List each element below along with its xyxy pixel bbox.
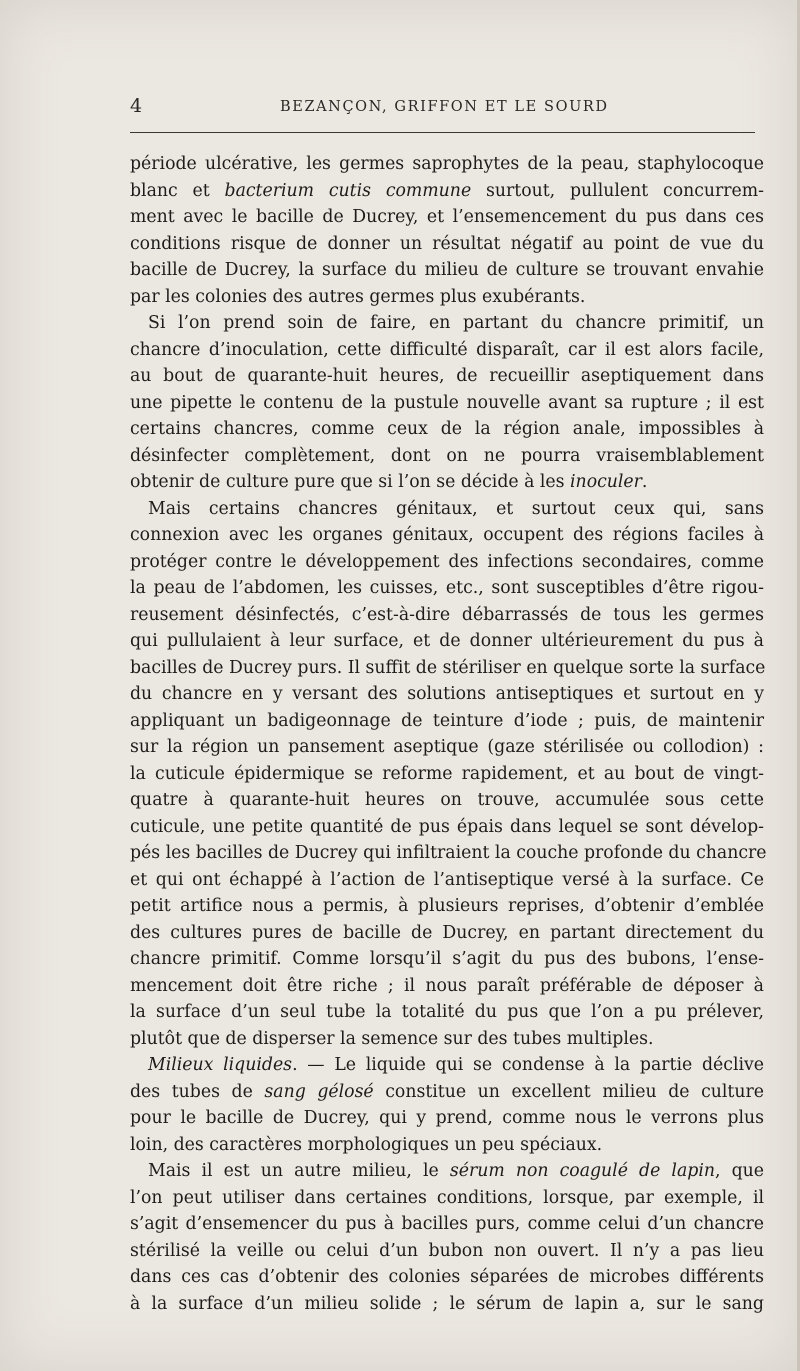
text-run: dans ces cas d’obtenir des colonies séparées de microbes différents [130,1267,764,1287]
text-run: au bout de quarante-huit heures, de recueillir aseptiquement dans [130,366,764,386]
text-line [130,443,764,470]
text-run: petit artifice nous a permis, à plusieurs reprises, d’obtenir d’emblée [130,896,764,916]
text-line [130,946,764,973]
text-run: des cultures pures de bacille de Ducrey, en partant directement du [130,922,764,943]
text-line [130,734,764,761]
text-line [130,973,764,1000]
text-line [130,257,764,284]
text-run: et qui ont échappé à l’action de l’antiseptique versé à la surface. Ce [130,869,764,890]
text-run: chancre d’inoculation, cette difficulté disparaît, car il est alors facile, [130,339,764,360]
text-line [130,1238,764,1265]
text-run: désinfecter complètement, dont on ne pourra vraisemblablement [130,445,764,466]
text-run: appliquant un badigeonnage de teinture d’iode ; puis, de maintenir [130,710,764,731]
text-run: ment avec le bacille de Ducrey, et l’ensemencement du pus dans ces [130,207,764,227]
text-run: obtenir de culture pure que si l’on se décide à les [130,472,571,492]
text-line [130,363,764,390]
text-run: certains chancres, comme ceux de la région anale, impossibles à [130,419,764,439]
text-line [130,231,764,258]
text-line [130,1264,764,1291]
text-line [130,284,764,311]
text-line [130,204,764,231]
text-run: sur la région un pansement aseptique (gaze stérilisée ou collodion) : [130,737,764,757]
text-line [130,1185,764,1212]
text-run: loin, des caractères morphologiques un peu spéciaux. [130,1134,603,1155]
text-run: plutôt que de disperser la semence sur des tubes multiples. [130,1028,654,1049]
text-line [130,1052,764,1079]
text-run: une pipette le contenu de la pustule nouvelle avant sa rupture ; il est [130,392,764,413]
text-line [130,416,764,443]
text-line [130,469,764,496]
text-line [130,893,764,920]
text-run: Mais il est un autre milieu, le [148,1161,450,1181]
text-line [130,999,764,1026]
text-run: l’on peut utiliser dans certaines conditions, lorsque, par exemple, il [130,1187,764,1208]
text-line [130,390,764,417]
text-run: protéger contre le développement des infections secondaires, comme [130,551,764,572]
text-run: constitue un excellent milieu de culture [373,1081,764,1102]
text-run: la surface d’un seul tube la totalité du pus que l’on a pu prélever, [130,1002,764,1022]
text-line [130,1079,764,1106]
text-line [130,549,764,576]
text-line [130,655,764,682]
text-run: période ulcérative, les germes saprophytes de la peau, staphylocoque [130,154,764,174]
text-run: . — Le liquide qui se condense à la partie déclive [292,1055,765,1075]
text-line [130,787,764,814]
text-run: la peau de l’abdomen, les cuisses, etc., sont susceptibles d’être rigou- [130,578,764,598]
text-run: pés les bacilles de Ducrey qui infiltraient la couche profonde du chancre [130,843,767,863]
text-run: Mais certains chancres génitaux, et surtout ceux qui, sans [148,498,764,519]
text-line [130,708,764,735]
italic-text: sérum non coagulé de lapin [449,1161,715,1181]
italic-text: sang gélosé [264,1081,374,1102]
text-line [130,920,764,947]
text-run: cuticule, une petite quantité de pus épais dans lequel se sont dévelop- [130,816,764,837]
text-run: surtout, pullulent concurrem- [471,180,765,201]
text-line [130,681,764,708]
text-line [130,1105,764,1132]
text-line [130,1291,764,1318]
text-run: pour le bacille de Ducrey, qui y prend, comme nous le verrons plus [130,1108,764,1128]
text-run: connexion avec les organes génitaux, occupent des régions faciles à [130,525,764,545]
text-line [130,522,764,549]
text-line [130,761,764,788]
body-text [130,151,767,1317]
text-line [130,867,764,894]
text-line [130,337,764,364]
header-rule [130,132,755,133]
running-title: BEZANÇON, GRIFFON ET LE SOURD [280,99,609,115]
text-line [130,151,764,178]
text-run: par les colonies des autres germes plus exubérants. [130,286,586,307]
text-run: mencement doit être riche ; il nous paraît préférable de déposer à [130,975,764,996]
text-run: , que [714,1161,764,1181]
text-line [130,178,764,205]
text-run: chancre primitif. Comme lorsqu’il s’agit du pus des bubons, l’ense- [130,949,764,969]
text-run: bacille de Ducrey, la surface du milieu de culture se trouvant envahie [130,260,764,280]
text-run: quatre à quarante-huit heures on trouve, accumulée sous cette [130,790,764,810]
text-run: la cuticule épidermique se reforme rapidement, et au bout de vingt- [130,763,764,784]
italic-text: Milieux liquides [148,1055,293,1075]
text-run: s’agit d’ensemencer du pus à bacilles purs, comme celui d’un chancre [130,1214,764,1234]
page-number: 4 [130,95,143,117]
text-run: Si l’on prend soin de faire, en partant du chancre primitif, un [148,313,764,333]
text-run: qui pullulaient à leur surface, et de donner ultérieurement du pus à [130,631,764,651]
text-run: stérilisé la veille ou celui d’un bubon non ouvert. Il n’y a pas lieu [130,1240,764,1261]
italic-text: bacterium cutis commune [224,180,472,201]
text-line [130,1132,764,1159]
text-run: des tubes de [130,1081,265,1102]
text-line [130,1158,764,1185]
text-run: blanc et [130,180,225,201]
text-run: du chancre en y versant des solutions antiseptiques et surtout en y [130,684,764,704]
text-run: bacilles de Ducrey purs. Il suffit de stériliser en quelque sorte la surface [130,657,766,678]
text-line [130,496,764,523]
text-line [130,628,764,655]
page-header [130,94,755,124]
text-line [130,1211,764,1238]
text-line [130,814,764,841]
text-line [130,575,764,602]
text-line [130,602,764,629]
text-run: à la surface d’un milieu solide ; le sérum de lapin a, sur le sang [130,1293,764,1314]
text-run: reusement désinfectés, c’est-à-dire débarrassés de tous les germes [130,604,764,625]
text-run: conditions risque de donner un résultat négatif au point de vue du [130,233,764,254]
text-run: . [641,472,648,492]
text-line [130,1026,764,1053]
text-line [130,310,764,337]
italic-text: inoculer [570,472,642,492]
text-line [130,840,767,867]
